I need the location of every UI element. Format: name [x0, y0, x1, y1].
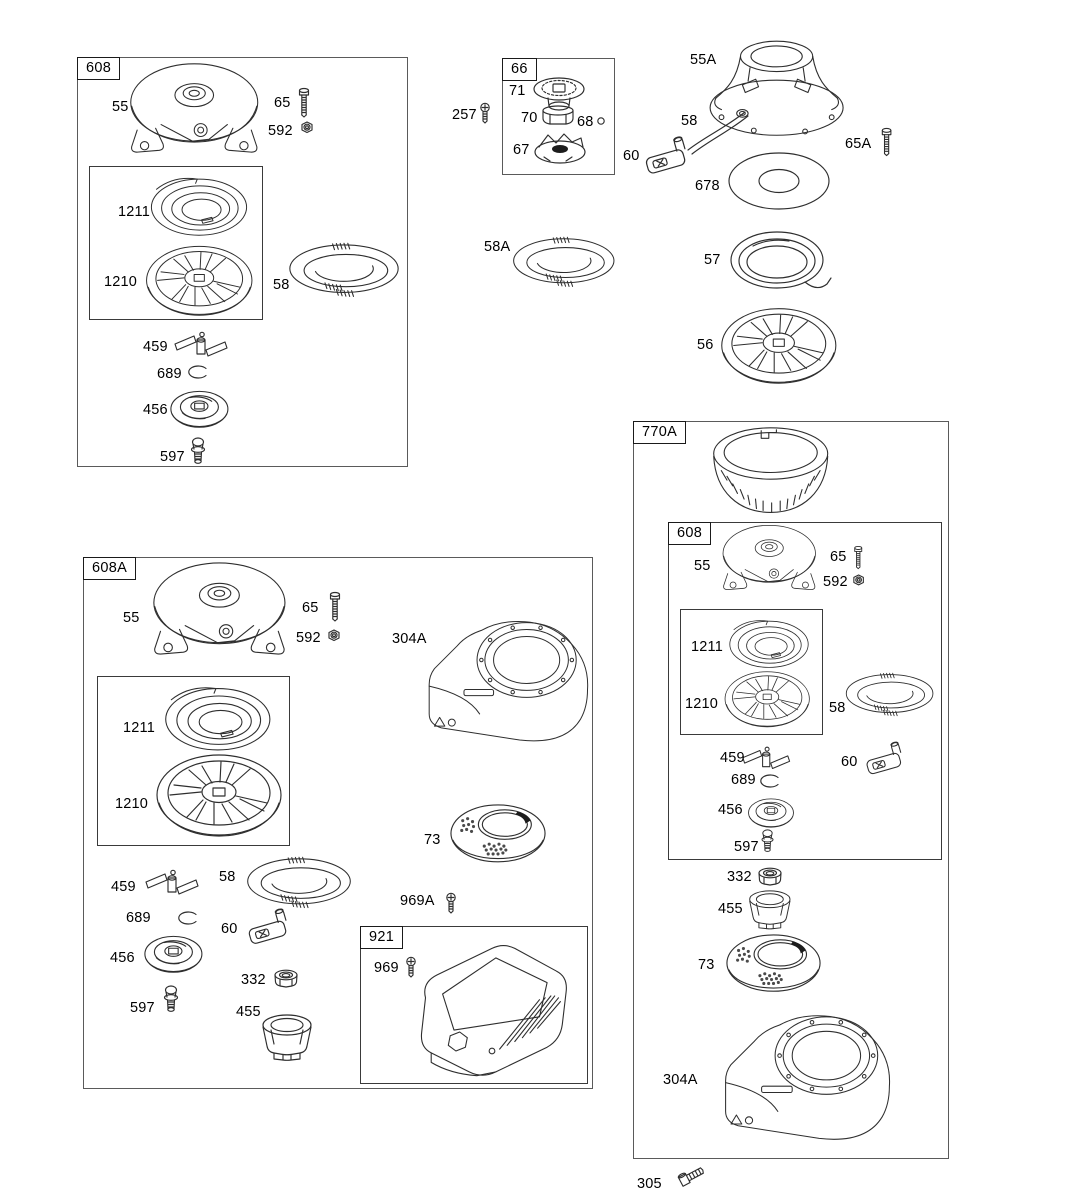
part-shroud-ring [714, 428, 828, 513]
part-459-pawl-kit-608A [146, 870, 198, 894]
part-73-rotating-screen-608A [451, 805, 545, 862]
part-label-66-71: 71 [509, 83, 526, 99]
part-label-608A-592: 592 [296, 630, 321, 646]
part-label-n608-592: 592 [823, 574, 848, 590]
part-689-retainer-ring-608A [179, 912, 196, 924]
group-top-right-art [514, 41, 891, 383]
part-label-608t-459: 459 [143, 339, 168, 355]
part-label-n608-65: 65 [830, 549, 847, 565]
part-label-608A-459: 459 [111, 879, 136, 895]
part-305-bolt [678, 1164, 706, 1186]
part-60-starter-handle-608A [245, 908, 290, 944]
part-label-608A-969A: 969A [400, 893, 435, 909]
part-58-rope [290, 243, 398, 296]
part-332-locknut-770A [759, 868, 781, 885]
part-label-n608-1210: 1210 [685, 696, 719, 712]
part-60-starter-handle [642, 136, 689, 174]
part-68-ball [598, 118, 604, 124]
part-969A-screw [447, 893, 455, 913]
part-label-tr-65A: 65A [845, 136, 872, 152]
part-label-n608-459: 459 [720, 750, 745, 766]
part-1211-rewind-spring-608A [166, 688, 270, 750]
part-label-n608-1211: 1211 [691, 639, 723, 655]
part-597-screw-nested [762, 830, 773, 852]
part-label-608A-65: 65 [302, 600, 319, 616]
part-60-starter-handle-nested [863, 741, 904, 774]
group-770A-art [714, 428, 933, 1139]
part-label-66-70: 70 [521, 110, 538, 126]
part-65-screw-608A [331, 593, 340, 622]
part-label-608t-1211: 1211 [118, 204, 150, 220]
group-tag-608A: 608A [83, 557, 136, 580]
part-label-tr-678: 678 [695, 178, 720, 194]
group-tag-608-top: 608 [77, 57, 120, 80]
part-label-n608-456: 456 [718, 802, 743, 818]
part-label-n608-55: 55 [694, 558, 711, 574]
part-label-n608-597: 597 [734, 839, 759, 855]
part-58-rope-line [688, 112, 748, 154]
part-969-cover [421, 946, 566, 1076]
part-459-pawl-kit [175, 332, 227, 356]
part-label-608A-456: 456 [110, 950, 135, 966]
part-592-nut-608A [329, 630, 339, 641]
part-label-608A-597: 597 [130, 1000, 155, 1016]
part-55A-starter-assembly [710, 41, 843, 135]
part-58-rope-nested [846, 673, 933, 715]
part-58A-rope [514, 237, 614, 286]
part-label-608t-592: 592 [268, 123, 293, 139]
part-label-608A-73: 73 [424, 832, 441, 848]
part-67-ratchet-assembly [535, 134, 585, 163]
part-456-pawl-friction-plate-nested [749, 799, 794, 827]
part-56-pulley [722, 309, 836, 384]
part-597-screw-608A [165, 986, 178, 1011]
part-label-608A-304A: 304A [392, 631, 427, 647]
part-label-608A-55: 55 [123, 610, 140, 626]
part-65-screw-nested [855, 546, 862, 568]
part-456-pawl-friction-plate-608A [145, 936, 202, 972]
part-55-rewind-housing-nested [723, 525, 815, 589]
part-label-608t-1210: 1210 [104, 274, 138, 290]
part-1211-rewind-spring [151, 178, 246, 235]
part-70-ratchet [543, 106, 573, 124]
part-304A-blower-housing-608A [429, 621, 587, 740]
part-label-770A-304A: 304A [663, 1072, 698, 1088]
part-456-pawl-friction-plate [171, 391, 228, 427]
group-608-top-art [131, 64, 398, 463]
part-1210-pulley-nested [725, 672, 809, 727]
part-689-retainer-ring [189, 366, 206, 378]
part-678-washer [729, 153, 829, 209]
part-1211-rewind-spring-nested [730, 621, 808, 668]
part-label-770A-73: 73 [698, 957, 715, 973]
group-66-art [481, 78, 604, 163]
part-55-rewind-housing [131, 64, 258, 152]
part-332-locknut-608A [275, 970, 297, 987]
part-label-921-969: 969 [374, 960, 399, 976]
part-label-608A-58: 58 [219, 869, 236, 885]
part-label-608A-332: 332 [241, 972, 266, 988]
group-608A-art [145, 563, 588, 1076]
part-1210-pulley [147, 246, 252, 315]
part-label-tr-60: 60 [623, 148, 640, 164]
part-57-spring [731, 232, 831, 288]
part-455-starter-cup-608A [263, 1015, 311, 1060]
part-257-screw [481, 103, 489, 123]
part-label-608t-55: 55 [112, 99, 129, 115]
part-455-starter-cup-770A [750, 891, 790, 929]
part-label-608t-58: 58 [273, 277, 290, 293]
part-1210-pulley-608A [157, 755, 281, 836]
part-label-n608-689: 689 [731, 772, 756, 788]
part-label-608A-455: 455 [236, 1004, 261, 1020]
part-label-608t-689: 689 [157, 366, 182, 382]
part-label-608A-1211: 1211 [123, 720, 155, 736]
part-969-screw [407, 957, 415, 977]
part-58-rope-608A [248, 857, 351, 907]
part-459-pawl-kit-nested [743, 747, 790, 768]
part-304A-blower-housing-770A [726, 1016, 890, 1140]
part-65A-screw [882, 128, 891, 155]
part-label-tr-58A: 58A [484, 239, 511, 255]
part-label-305: 305 [637, 1176, 662, 1192]
part-65-screw [300, 89, 309, 118]
part-label-608A-689: 689 [126, 910, 151, 926]
part-label-66-67: 67 [513, 142, 530, 158]
part-label-tr-57: 57 [704, 252, 721, 268]
part-597-screw [192, 438, 205, 463]
part-55-rewind-housing-608A [154, 563, 285, 654]
part-73-rotating-screen-770A [727, 935, 820, 991]
part-label-n608-58: 58 [829, 700, 846, 716]
part-label-66-68: 68 [577, 114, 594, 130]
part-label-608A-1210: 1210 [115, 796, 149, 812]
part-689-retainer-ring-nested [761, 775, 778, 787]
part-label-66-257: 257 [452, 107, 477, 123]
part-label-608t-597: 597 [160, 449, 185, 465]
part-label-608A-60: 60 [221, 921, 238, 937]
group-tag-921: 921 [360, 926, 403, 949]
part-592-nut-nested [854, 575, 864, 585]
group-tag-608-nested: 608 [668, 522, 711, 545]
part-label-608t-65: 65 [274, 95, 291, 111]
part-label-n608-60: 60 [841, 754, 858, 770]
part-label-770A-455: 455 [718, 901, 743, 917]
group-tag-770A: 770A [633, 421, 686, 444]
part-71-clutch-housing [534, 78, 584, 110]
part-label-tr-56: 56 [697, 337, 714, 353]
part-label-608t-456: 456 [143, 402, 168, 418]
part-label-770A-332: 332 [727, 869, 752, 885]
part-592-nut [302, 122, 312, 133]
part-label-tr-58: 58 [681, 113, 698, 129]
part-label-tr-55A: 55A [690, 52, 717, 68]
group-tag-66: 66 [502, 58, 537, 81]
